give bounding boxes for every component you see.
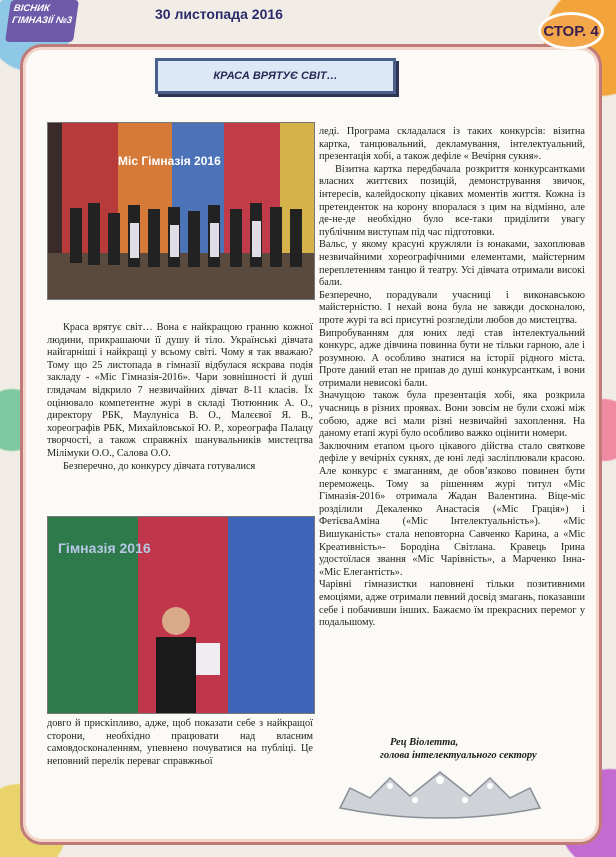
paragraph: Заключним етапом цього цікавого дійства стало святкове дефіле у вечірніх сукнях, де юні леді засліплювали красою. Але конкурс є змаганням, де обов’язково повинен бути переможець. Тому за рішенням журі титул «Міс Гімназія-2016» отримала Жадан Валентина. Віце-міс розділили Декаленко Анастасія («Міс Грація») і ФетієваАміна («Міс Інтелектуальність»). «Міс Вишуканість» стала неповторна Савченко Карина, а «Міс Креативність»- Бородіна Світлана. Кравець Ірина удостоїлася звання «Міс Чарівність», а Марченко Інна- «Міс Елегантість». xyxy=(319,440,585,578)
paragraph: Краса врятує світ… Вона є найкращою гранню кожної людини, прикрашаючи її душу й тіло. Українські дівчата найгарніші і найкращі у всьому світі. Чому я так вважаю? Тому що 25 листопада в гімназії відбулася яскрава подія закладу - «Міс Гімназія-2016». Чари зовнішності й душі глядачам відкрило 7 незвичайних дівчат 8-11 класів. Їх оцінювало компетентне журі в складі Тютюнник А. О., директору РБК, Маулуніса В. О., Малєєвої Я. В., хореографів РБК, Михайловської Ю. Р., хореографа Палацу творчості, а також справжніх шанувальників мистецтва Мілімуки О.О., Салова О.О. xyxy=(47,322,313,459)
masthead-line1: ВІСНИК xyxy=(12,3,51,14)
paragraph: Чарівні гімназистки наповнені тільки позитивними емоціями, адже отримали певний досвід змагань, показавши себе і побачивши інших. Бажаємо їм прекрасних перемог у подальшому. xyxy=(319,579,585,629)
paragraph: Випробуванням для юних леді став інтелектуальний конкурс, адже дівчина повинна бути не тільки гарною, але і розумною. А особливо знатися на історії рідного міста. Проте даний етап не припав до душі конкурсанткам, і вони отримали невисокі бали. xyxy=(319,327,585,389)
photo1-banner-text: Міс Гімназія 2016 xyxy=(118,154,221,168)
paragraph: Вальс, у якому красуні кружляли із юнаками, захоплював незвичайними хореографічними елементами, майстерним переплетенням танцю й театру. Усі дівчата отримали високі бали. xyxy=(319,239,585,289)
paragraph: Значущою також була презентація хобі, яка розкрила учасниць в різних проявах. Вони зовсім не були схожі між собою, адже всі мали різні незвичайні захоплення. На даному етапі журі було особливо важко оцінити номери. xyxy=(319,390,585,440)
photo-contestants-group xyxy=(47,122,315,300)
article-title: КРАСА ВРЯТУЄ СВІТ… xyxy=(155,58,396,94)
author-name: Рец Віолетта, xyxy=(390,737,459,748)
page-number-badge: СТОР. 4 xyxy=(538,12,604,50)
tiara-icon xyxy=(330,768,550,820)
paragraph: Безперечно, до конкурсу дівчата готувалися xyxy=(63,460,256,472)
paragraph: Безперечно, порадували учасниці і виконавською майстерністю. І нехай вона була не завжди досконалою, проте журі та всі присутні розгледіли любов до мистецтва. xyxy=(319,289,585,326)
paragraph: Візитна картка передбачала розкриття конкурсантками власних життєвих позицій, демонстрування звичок, інтересів, калейдоскопу цікавих моментів життя. Кожна із претенденток на корону впоралася з цим на відмінно, але де-не-де необхідно було все-таки приділити увагу публічним виступам під час підготовки. xyxy=(319,163,585,238)
author-signature xyxy=(380,736,570,762)
masthead-line2: ГІМНАЗІЇ №3 xyxy=(11,15,73,26)
photo2-banner-text: Гімназія 2016 xyxy=(58,540,151,556)
paragraph: леді. Програма складалася із таких конкурсів: візитна картка, танцювальний, декламування, інтелектуальний, презентація хобі, а також дефіле « Вечірня сукня». xyxy=(319,126,585,163)
article-left-column xyxy=(47,322,313,473)
article-right-column xyxy=(319,126,585,630)
author-role: голова інтелектуального сектору xyxy=(380,750,537,761)
issue-date: 30 листопада 2016 xyxy=(155,6,283,22)
article-left-bottom: довго й прискіпливо, адже, щоб показати себе з найкращої сторони, необхідно працювати над власним самовдосконаленням, упевнено почуватися на публіці. Це неповний перелік переваг справжньої xyxy=(47,718,313,767)
newspaper-masthead xyxy=(5,0,79,42)
photo-winner xyxy=(47,516,315,714)
